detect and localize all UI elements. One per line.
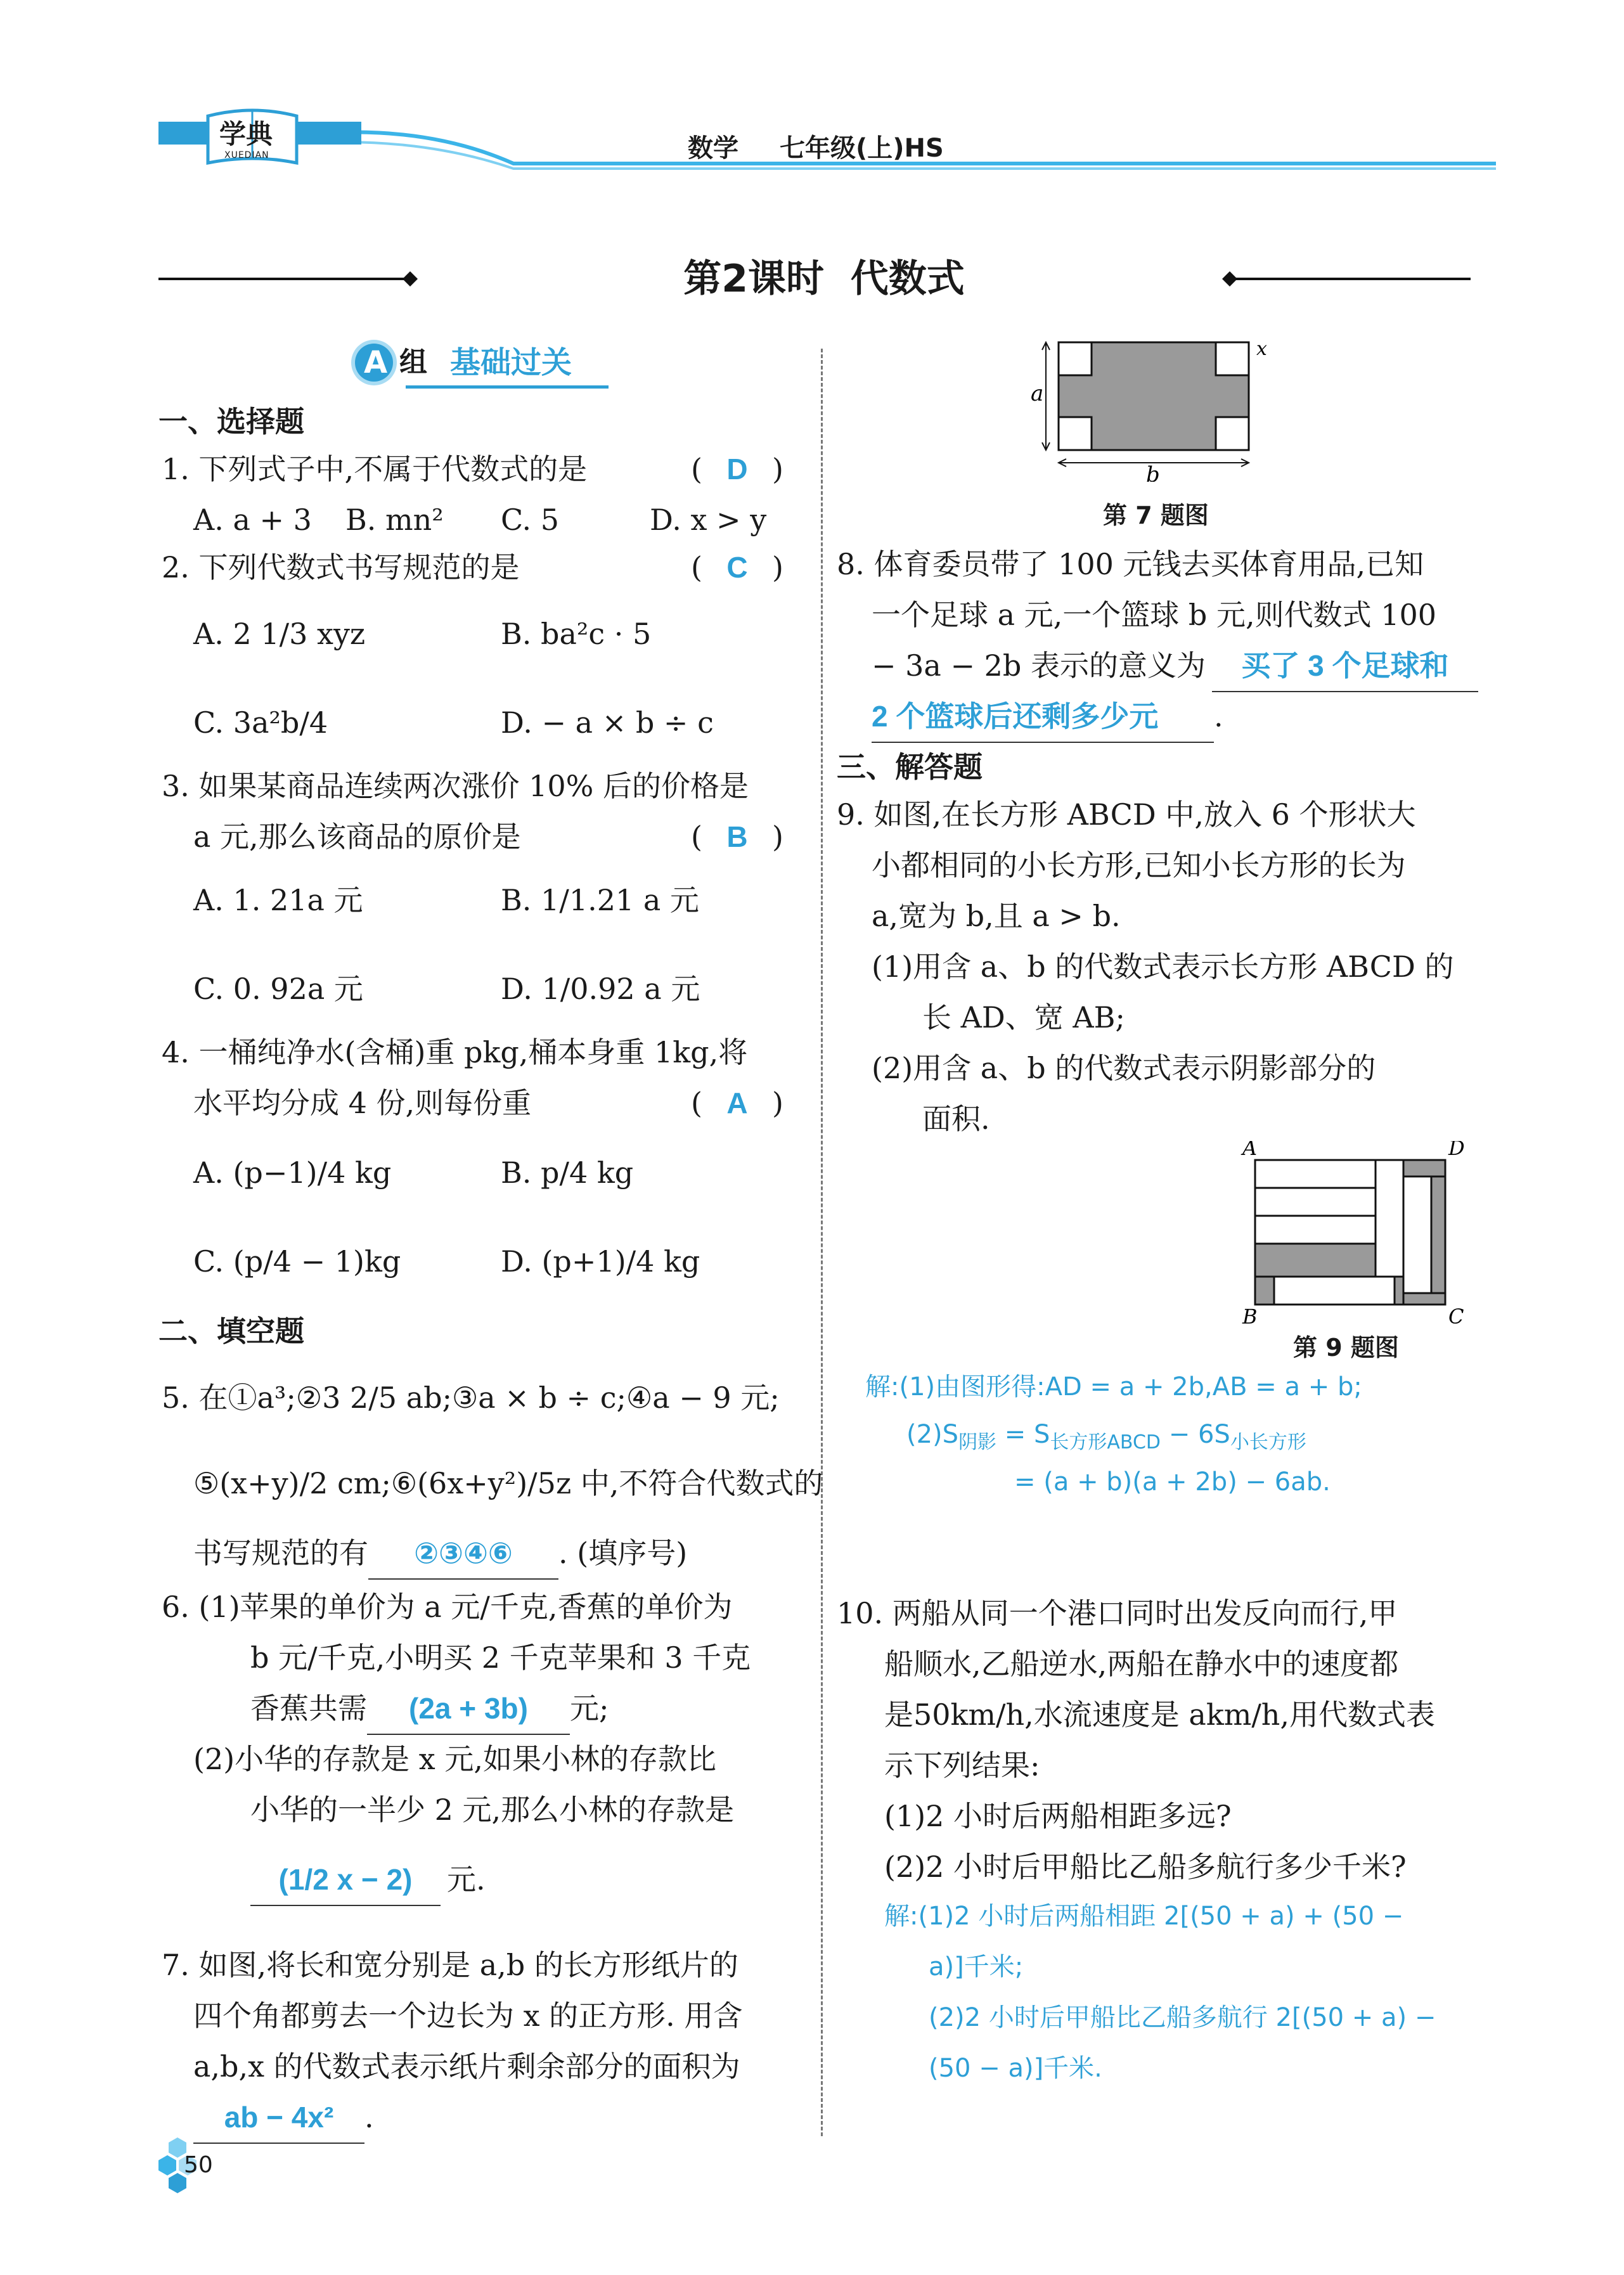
q8-answer-blank-2 bbox=[872, 691, 1214, 743]
q10-line2: 船顺水,乙船逆水,两船在静水中的速度都 bbox=[884, 1647, 1399, 1681]
q4-stem-line1: 4. 一桶纯净水(含桶)重 pkg,桶本身重 1kg,将 bbox=[162, 1035, 748, 1069]
q3-option-b: B. 1/1.21 a 元 bbox=[501, 883, 699, 917]
q9-p1-line2: 长 AD、宽 AB; bbox=[922, 1000, 1125, 1034]
q7-figure-label-a: a bbox=[1031, 381, 1044, 406]
q7-line2: 四个角都剪去一个边长为 x 的正方形. 用含 bbox=[193, 1999, 743, 2033]
lesson-title: 第2课时 代数式 bbox=[683, 257, 965, 301]
q7-figure-corner bbox=[1216, 342, 1249, 375]
q9-figure-label-d: D bbox=[1448, 1141, 1465, 1160]
q8-line1: 8. 体育委员带了 100 元钱去买体育用品,已知 bbox=[837, 547, 1424, 581]
q5-line3-text: 书写规范的有 bbox=[193, 1536, 368, 1570]
q9-shaded-region bbox=[1403, 1293, 1445, 1305]
q2-option-c: C. 3a²b/4 bbox=[193, 706, 328, 740]
q4-answer-bracket: ( A ) bbox=[691, 1078, 783, 1128]
q1-option-c: C. 5 bbox=[501, 503, 560, 537]
q9-shaded-region bbox=[1431, 1176, 1445, 1293]
q4-option-a: A. (p−1)/4 kg bbox=[193, 1156, 392, 1190]
q9-small-rect bbox=[1255, 1160, 1376, 1188]
section-choice: 一、选择题 bbox=[158, 404, 304, 439]
q7-figure-label-b: b bbox=[1146, 462, 1160, 482]
group-title: 基础过关 bbox=[450, 345, 572, 380]
q9-figure bbox=[1230, 1141, 1471, 1325]
q9-figure-label-a: A bbox=[1242, 1141, 1258, 1160]
q7-figure bbox=[1027, 330, 1280, 482]
q1-answer-bracket: ( D ) bbox=[691, 444, 783, 494]
q9-figure-label-c: C bbox=[1448, 1305, 1464, 1325]
q3-stem-line1: 3. 如果某商品连续两次涨价 10% 后的价格是 bbox=[162, 769, 749, 803]
q6-p1-answer-blank bbox=[367, 1683, 570, 1735]
q1-answer: D bbox=[726, 453, 748, 486]
q4-answer: A bbox=[726, 1086, 748, 1119]
q7-line1: 7. 如图,将长和宽分别是 a,b 的长方形纸片的 bbox=[162, 1948, 738, 1982]
logo-text: 学典 bbox=[219, 119, 273, 150]
q4-option-c: C. (p/4 − 1)kg bbox=[193, 1244, 401, 1279]
q9-sol2-sub-rect: 长方形ABCD bbox=[1050, 1431, 1161, 1453]
q7-figure-corner bbox=[1216, 417, 1249, 450]
q9-solution-line1: 解:(1)由图形得:AD = a + 2b,AB = a + b; bbox=[865, 1372, 1362, 1402]
q2-answer: C bbox=[726, 551, 748, 584]
q7-figure-corner bbox=[1059, 342, 1092, 375]
q9-small-rect bbox=[1376, 1160, 1403, 1277]
q8-line3-text: − 3a − 2b 表示的意义为 bbox=[872, 648, 1206, 683]
q6-p2-line3 bbox=[250, 1854, 486, 1906]
q6-p2-answer-blank bbox=[250, 1854, 441, 1906]
column-divider bbox=[821, 349, 823, 2136]
q9-p2-line1: (2)用含 a、b 的代数式表示阴影部分的 bbox=[872, 1051, 1376, 1085]
q2-answer-bracket: ( C ) bbox=[691, 542, 783, 593]
q8-line4 bbox=[872, 691, 1223, 743]
q5-tail: . (填序号) bbox=[558, 1536, 688, 1570]
q3-option-a: A. 1. 21a 元 bbox=[193, 883, 363, 917]
q10-line1: 10. 两船从同一个港口同时出发反向而行,甲 bbox=[837, 1596, 1398, 1630]
q9-small-rect bbox=[1403, 1176, 1431, 1293]
q3-answer: B bbox=[726, 820, 748, 853]
q8-answer-1: 买了 3 个足球和 bbox=[1241, 649, 1449, 682]
q6-p2-answer: (1/2 x − 2) bbox=[278, 1863, 413, 1896]
q5-answer-blank bbox=[368, 1528, 558, 1580]
q10-solution-line1: 解:(1)2 小时后两船相距 2[(50 + a) + (50 − bbox=[884, 1902, 1404, 1931]
q7-answer-blank bbox=[193, 2092, 364, 2144]
section-fill: 二、填空题 bbox=[158, 1314, 304, 1348]
q9-small-rect bbox=[1274, 1277, 1395, 1305]
q9-shaded-region bbox=[1395, 1277, 1403, 1305]
q3-option-d: D. 1/0.92 a 元 bbox=[501, 972, 700, 1006]
q7-figure-caption: 第 7 题图 bbox=[1103, 501, 1209, 529]
group-badge-char: 组 bbox=[399, 346, 427, 378]
q4-option-b: B. p/4 kg bbox=[501, 1156, 634, 1190]
q9-sol2-mid: = S bbox=[996, 1420, 1050, 1449]
q9-sol2-prefix: (2)S bbox=[906, 1420, 959, 1449]
q9-shaded-region bbox=[1255, 1277, 1274, 1305]
q6-p2-tail: 元. bbox=[447, 1862, 486, 1897]
q9-sol2-mid2: − 6S bbox=[1161, 1420, 1230, 1449]
q8-answer-2: 2 个篮球后还剩多少元 bbox=[872, 700, 1159, 733]
q8-line2: 一个足球 a 元,一个篮球 b 元,则代数式 100 bbox=[872, 598, 1437, 632]
q9-sol2-sub-shaded: 阴影 bbox=[958, 1431, 997, 1453]
q1-stem: 1. 下列式子中,不属于代数式的是 bbox=[162, 452, 588, 486]
logo-subtext: XUEDIAN bbox=[224, 150, 269, 160]
q9-solution-line3: = (a + b)(a + 2b) − 6ab. bbox=[1014, 1467, 1331, 1497]
q6-p1-answer: (2a + 3b) bbox=[409, 1692, 528, 1725]
q3-answer-bracket: ( B ) bbox=[691, 811, 783, 862]
q10-solution-line2: a)]千米; bbox=[929, 1952, 1024, 1982]
q9-line1: 9. 如图,在长方形 ABCD 中,放入 6 个形状大 bbox=[837, 797, 1416, 832]
q6-p1-tail: 元; bbox=[570, 1691, 609, 1725]
q9-shaded-region bbox=[1403, 1160, 1445, 1176]
q10-solution-line3: (2)2 小时后甲船比乙船多航行 2[(50 + a) − bbox=[929, 2003, 1436, 2032]
q10-p2: (2)2 小时后甲船比乙船多航行多少千米? bbox=[884, 1850, 1407, 1884]
q8-line3 bbox=[872, 640, 1478, 692]
q5-line3 bbox=[193, 1528, 687, 1580]
q6-p2-line2: 小华的一半少 2 元,那么小林的存款是 bbox=[250, 1793, 735, 1827]
q5-answer: ②③④⑥ bbox=[414, 1537, 513, 1569]
q5-line1: 5. 在①a³;②3 2/5 ab;③a × b ÷ c;④a − 9 元; bbox=[162, 1381, 780, 1415]
q2-option-a: A. 2 1/3 xyz bbox=[193, 617, 366, 651]
q7-line3: a,b,x 的代数式表示纸片剩余部分的面积为 bbox=[193, 2049, 740, 2084]
q1-option-b: B. mn² bbox=[345, 503, 444, 537]
group-title-underline bbox=[406, 385, 609, 389]
q2-stem: 2. 下列代数式书写规范的是 bbox=[162, 550, 520, 584]
q9-sol2-sub-small: 小长方形 bbox=[1230, 1431, 1306, 1453]
q9-figure-label-b: B bbox=[1242, 1305, 1258, 1325]
section-solve: 三、解答题 bbox=[837, 750, 983, 784]
q9-p1-line1: (1)用含 a、b 的代数式表示长方形 ABCD 的 bbox=[872, 950, 1454, 984]
q9-small-rect bbox=[1255, 1216, 1376, 1244]
q3-stem-line2: a 元,那么该商品的原价是 bbox=[193, 820, 521, 854]
q2-option-d: D. − a × b ÷ c bbox=[501, 706, 714, 740]
q1-option-d: D. x > y bbox=[650, 503, 767, 537]
q6-p1-line3 bbox=[250, 1683, 609, 1735]
header-grade: 七年级(上)HS bbox=[780, 134, 944, 163]
q9-figure-caption: 第 9 题图 bbox=[1293, 1334, 1399, 1362]
page-number: 50 bbox=[184, 2152, 213, 2178]
logo bbox=[202, 105, 303, 174]
q4-option-d: D. (p+1)/4 kg bbox=[501, 1244, 700, 1279]
q9-shaded-region bbox=[1255, 1244, 1376, 1277]
q9-line2: 小都相同的小长方形,已知小长方形的长为 bbox=[872, 848, 1406, 882]
q10-p1: (1)2 小时后两船相距多远? bbox=[884, 1799, 1232, 1833]
header bbox=[0, 0, 1624, 209]
q4-stem-line2: 水平均分成 4 份,则每份重 bbox=[193, 1086, 532, 1120]
q3-option-c: C. 0. 92a 元 bbox=[193, 972, 363, 1006]
q10-solution-line4: (50 − a)]千米. bbox=[929, 2054, 1102, 2083]
header-subject: 数学 bbox=[688, 134, 738, 163]
q7-answer: ab − 4x² bbox=[224, 2101, 334, 2134]
group-badge-letter: A bbox=[364, 345, 388, 380]
q7-line4 bbox=[193, 2092, 374, 2144]
q7-figure-label-x: x bbox=[1256, 338, 1267, 360]
q7-figure-corner bbox=[1059, 417, 1092, 450]
q10-line3: 是50km/h,水流速度是 akm/h,用代数式表 bbox=[884, 1698, 1436, 1732]
q8-answer-blank-1 bbox=[1212, 640, 1478, 692]
q6-p1-line3-text: 香蕉共需 bbox=[250, 1691, 367, 1725]
q9-small-rect bbox=[1255, 1188, 1376, 1216]
q5-line2: ⑤(x+y)/2 cm;⑥(6x+y²)/5z 中,不符合代数式的 bbox=[193, 1466, 823, 1500]
q6-p2-line1: (2)小华的存款是 x 元,如果小林的存款比 bbox=[193, 1742, 716, 1776]
q9-p2-line2: 面积. bbox=[922, 1102, 990, 1136]
q7-period: . bbox=[364, 2100, 374, 2134]
q2-option-b: B. ba²c · 5 bbox=[501, 617, 652, 651]
q9-line3: a,宽为 b,且 a > b. bbox=[872, 899, 1121, 933]
q6-p1-line2: b 元/千克,小明买 2 千克苹果和 3 千克 bbox=[250, 1640, 751, 1675]
q10-line4: 示下列结果: bbox=[884, 1748, 1040, 1782]
q8-period: . bbox=[1214, 699, 1223, 733]
q6-p1-line1: 6. (1)苹果的单价为 a 元/千克,香蕉的单价为 bbox=[162, 1590, 733, 1624]
q1-option-a: A. a + 3 bbox=[193, 503, 312, 537]
